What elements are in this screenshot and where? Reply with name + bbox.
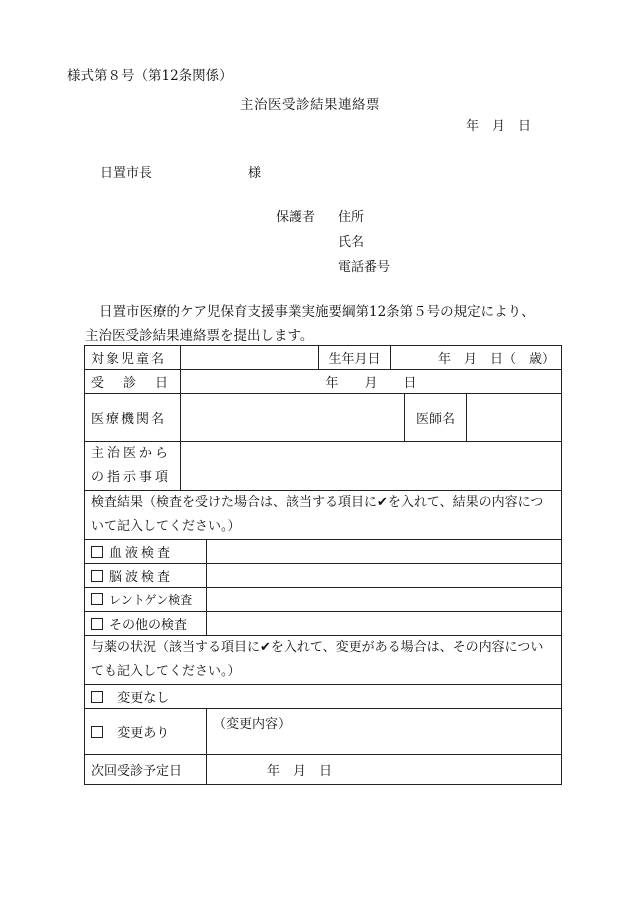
test-item[interactable] xyxy=(85,564,207,588)
address-label: 住所 xyxy=(338,210,365,225)
applicant-label: 保護者 xyxy=(276,210,316,225)
checkbox-icon[interactable] xyxy=(91,546,103,558)
doctor-label: 医師名 xyxy=(405,394,467,442)
addressee-name: 日置市長 xyxy=(100,166,153,181)
change-option[interactable] xyxy=(85,709,207,755)
test-result-field[interactable] xyxy=(207,612,562,636)
row-child xyxy=(85,346,562,370)
change-content-label: （変更内容） xyxy=(213,717,292,732)
submission-date: 年 月 日 xyxy=(466,119,532,134)
no-change-label: 変更なし xyxy=(117,691,170,706)
row-next-visit xyxy=(85,755,562,785)
birth-label: 生年月日 xyxy=(319,346,391,370)
row-medication-heading xyxy=(85,636,562,685)
institution-label: 医療機関名 xyxy=(85,394,181,442)
row-test xyxy=(85,612,562,636)
next-visit-label: 次回受診予定日 xyxy=(85,755,207,785)
test-item[interactable] xyxy=(85,540,207,564)
row-test xyxy=(85,540,562,564)
test-result-field[interactable] xyxy=(207,540,562,564)
row-no-change xyxy=(85,685,562,709)
row-test xyxy=(85,564,562,588)
checkbox-icon[interactable] xyxy=(91,618,103,630)
phone-label: 電話番号 xyxy=(338,260,391,275)
result-form-table xyxy=(84,345,562,785)
addressee xyxy=(100,162,262,181)
checkbox-icon[interactable] xyxy=(91,691,103,703)
institution-field[interactable] xyxy=(181,394,405,442)
form-number: 様式第８号（第12条関係） xyxy=(67,68,233,84)
test-result-field[interactable] xyxy=(207,588,562,612)
visit-label: 受 診 日 xyxy=(85,370,181,394)
test-label-blood: 血液検査 xyxy=(109,546,174,561)
test-label-other: その他の検査 xyxy=(109,618,188,633)
test-label-eeg: 脳波検査 xyxy=(109,570,174,585)
instructions-label-1: 主治医から xyxy=(91,446,172,461)
test-label-xray: レントゲン検査 xyxy=(109,593,193,607)
instructions-field[interactable] xyxy=(181,442,562,491)
visit-value[interactable]: 年 月 日 xyxy=(181,370,562,394)
change-content-field[interactable] xyxy=(207,709,562,755)
row-tests-heading xyxy=(85,491,562,540)
intro-line-2: 主治医受診結果連絡票を提出します。 xyxy=(85,328,314,344)
test-result-field[interactable] xyxy=(207,564,562,588)
tests-heading: 検査結果（検査を受けた場合は、該当する項目に✔を入れて、結果の内容について記入してください。） xyxy=(85,491,562,540)
addressee-honorific: 様 xyxy=(248,166,262,181)
checkbox-icon[interactable] xyxy=(91,726,103,738)
doctor-field[interactable] xyxy=(467,394,562,442)
next-visit-value[interactable]: 年 月 日 xyxy=(207,755,562,785)
instructions-label xyxy=(85,442,181,491)
name-label: 氏名 xyxy=(338,235,365,250)
row-visit xyxy=(85,370,562,394)
instructions-label-2: の指示事項 xyxy=(91,470,172,485)
birth-value[interactable]: 年 月 日（ 歳） xyxy=(391,346,562,370)
no-change-option[interactable] xyxy=(85,685,562,709)
test-item[interactable] xyxy=(85,588,207,612)
applicant-block xyxy=(276,206,315,225)
intro-text xyxy=(85,300,535,348)
change-label: 変更あり xyxy=(117,726,170,741)
row-test xyxy=(85,588,562,612)
child-name-field[interactable] xyxy=(181,346,319,370)
row-instructions xyxy=(85,442,562,491)
checkbox-icon[interactable] xyxy=(91,593,103,605)
checkbox-icon[interactable] xyxy=(91,570,103,582)
row-institution xyxy=(85,394,562,442)
test-item[interactable] xyxy=(85,612,207,636)
document-title: 主治医受診結果連絡票 xyxy=(240,97,380,113)
intro-line-1: 日置市医療的ケア児保育支援事業実施要綱第12条第５号の規定により、 xyxy=(99,304,535,320)
child-name-label: 対象児童名 xyxy=(85,346,181,370)
medication-heading: 与薬の状況（該当する項目に✔を入れて、変更がある場合は、その内容についても記入してください。） xyxy=(85,636,562,685)
row-change xyxy=(85,709,562,755)
